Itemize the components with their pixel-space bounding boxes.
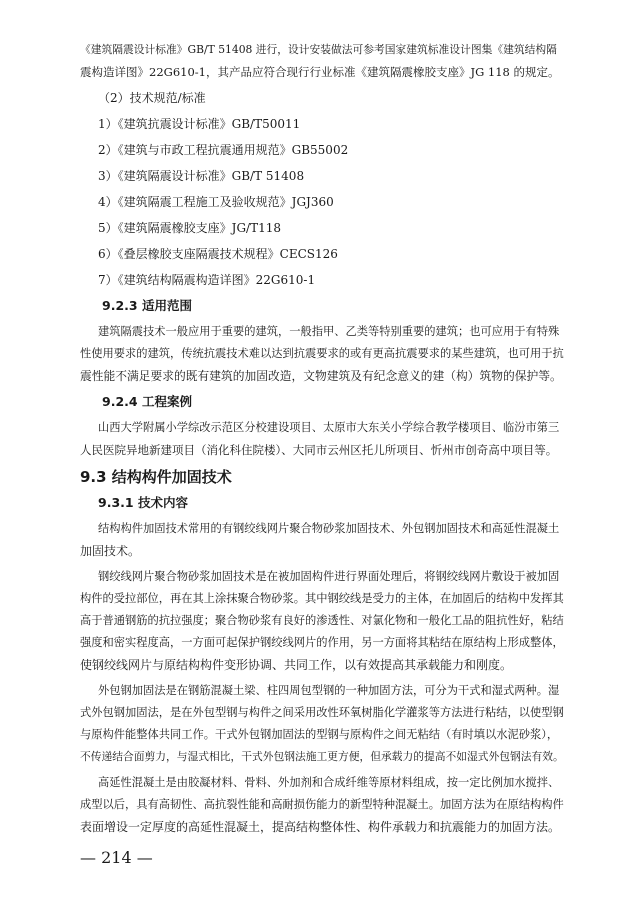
list-item: 1）《建筑抗震设计标准》GB/T50011 — [98, 117, 301, 131]
body-line: 式外包钢加固法，是在外包型钢与构件之间采用改性环氧树脂化学灌浆等方法进行粘结，以使型钢 — [80, 706, 564, 719]
body-line: 震构造详图》22G610-1，其产品应符合现行行业标准《建筑隔震橡胶支座》JG 118 的规定。 — [80, 65, 560, 79]
body-line: 高延性混凝土是由胶凝材料、骨料、外加剂和合成纤维等原材料组成，按一定比例加水搅拌、 — [98, 776, 560, 789]
chapter-heading: 9.3 结构构件加固技术 — [80, 468, 232, 486]
list-item: 5）《建筑隔震橡胶支座》JG/T118 — [98, 221, 281, 235]
section-heading: 9.2.3 适用范围 — [102, 298, 192, 313]
list-item: 2）《建筑与市政工程抗震通用规范》GB55002 — [98, 143, 349, 157]
body-line: 不传递结合面剪力，与湿式相比，干式外包钢法施工更方便，但承载力的提高不如湿式外包钢法有效。 — [80, 750, 564, 763]
list-item: 6）《叠层橡胶支座隔震技术规程》CECS126 — [98, 247, 338, 261]
body-line: 山西大学附属小学综改示范区分校建设项目、太原市大东关小学综合教学楼项目、临汾市第三 — [98, 421, 560, 434]
list-item: 7）《建筑结构隔震构造详图》22G610-1 — [98, 273, 316, 287]
body-line: 使钢绞线网片与原结构构件变形协调、共同工作，以有效提高其承载能力和刚度。 — [80, 658, 513, 672]
body-line: 构件的受拉部位，再在其上涂抹聚合物砂浆。其中钢绞线是受力的主体，在加固后的结构中发挥其 — [80, 592, 564, 605]
body-line: 建筑隔震技术一般应用于重要的建筑，一般指甲、乙类等特别重要的建筑；也可应用于有特殊 — [98, 325, 560, 338]
list-item: 4）《建筑隔震工程施工及验收规范》JGJ360 — [98, 195, 334, 209]
list-item: 3）《建筑隔震设计标准》GB/T 51408 — [98, 169, 305, 183]
body-line: 钢绞线网片聚合物砂浆加固技术是在被加固构件进行界面处理后，将钢绞线网片敷设于被加固 — [98, 570, 560, 583]
body-line: 成型以后，具有高韧性、高抗裂性能和高耐损伤能力的新型特种混凝土。加固方法为在原结构构件 — [80, 798, 564, 811]
body-line: 结构构件加固技术常用的有钢绞线网片聚合物砂浆加固技术、外包钢加固技术和高延性混凝土 — [98, 522, 560, 535]
body-line: 震性能不满足要求的既有建筑的加固改造，文物建筑及有纪念意义的建（构）筑物的保护等。 — [80, 369, 562, 383]
section-heading: 9.3.1 技术内容 — [98, 495, 188, 510]
page-number: — 214 — — [80, 848, 153, 867]
body-line: 人民医院异地新建项目（消化科住院楼）、大同市云州区托儿所项目、忻州市创奇高中项目等。 — [80, 443, 558, 457]
body-line: 与原构件能整体共同工作。干式外包钢加固法的型钢与原构件之间无粘结（有时填以水泥砂浆）， — [80, 728, 559, 741]
body-line: 外包钢加固法是在钢筋混凝土梁、柱四周包型钢的一种加固方法，可分为干式和湿式两种。湿 — [98, 684, 560, 697]
body-line: 表面增设一定厚度的高延性混凝土，提高结构整体性、构件承载力和抗震能力的加固方法。 — [80, 820, 561, 834]
subheading-standards: （2）技术规范/标准 — [98, 91, 206, 105]
section-heading: 9.2.4 工程案例 — [102, 394, 192, 409]
body-line: 性使用要求的建筑，传统抗震技术难以达到抗震要求的或有更高抗震要求的某些建筑，也可用于抗 — [80, 347, 564, 360]
body-line: 加固技术。 — [80, 544, 141, 558]
body-line: 《建筑隔震设计标准》GB/T 51408 进行，设计安装做法可参考国家建筑标准设计图集《建筑结构隔 — [80, 43, 557, 56]
body-line: 强度和密实程度高，一方面可起保护钢绞线网片的作用，另一方面将其粘结在原结构上形成整体， — [80, 636, 564, 649]
body-line: 高于普通钢筋的抗拉强度；聚合物砂浆有良好的渗透性、对氯化物和一般化工品的阻抗性好，粘结 — [80, 614, 564, 627]
